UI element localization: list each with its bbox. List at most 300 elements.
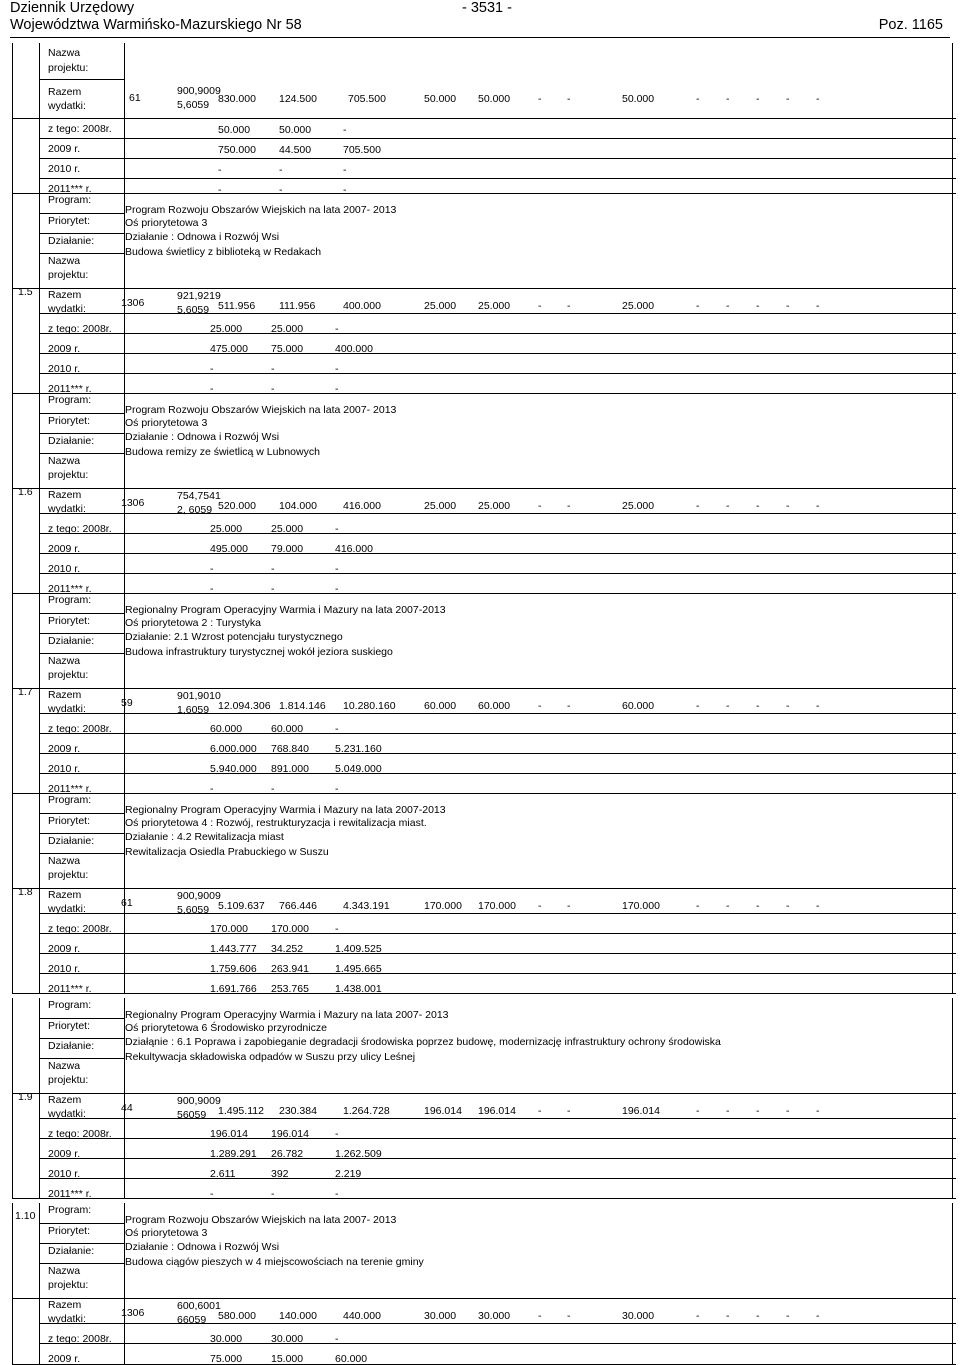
row-line	[12, 1093, 956, 1094]
year-value: 1.289.291	[210, 1148, 257, 1160]
chapter-number: 1306	[121, 297, 145, 309]
action-name: Działanie : Odnowa i Rozwój Wsi	[125, 1241, 280, 1253]
year-value: 1.759.606	[210, 963, 257, 975]
year-label: 2011*** r.	[48, 1188, 92, 1200]
total-value: -	[726, 700, 730, 712]
label-projektu: projektu:	[48, 269, 89, 281]
year-value: 34.252	[271, 943, 304, 955]
total-value: 60.000	[622, 700, 655, 712]
column-line	[39, 793, 40, 993]
total-value: -	[696, 900, 700, 912]
label-wydatki: wydatki:	[48, 303, 86, 315]
program-name: Regionalny Program Operacyjny Warmia i Mazury na lata 2007-2013	[125, 804, 446, 816]
total-value: 30.000	[622, 1310, 655, 1322]
year-label: 2011*** r.	[48, 583, 92, 595]
year-value: -	[343, 184, 347, 196]
total-value: -	[816, 300, 820, 312]
program-name: Regionalny Program Operacyjny Warmia i Mazury na lata 2007-2013	[125, 604, 446, 616]
priority-name: Oś priorytetowa 4 : Rozwój, restrukturyzacja i rewitalizacja miast.	[125, 817, 427, 829]
total-value: 50.000	[478, 93, 511, 105]
total-value: -	[538, 93, 542, 105]
total-value: -	[786, 900, 790, 912]
year-value: 79.000	[271, 543, 304, 555]
column-line	[12, 593, 13, 793]
year-value: 60.000	[210, 723, 243, 735]
label-razem: Razem	[48, 86, 82, 98]
project-block	[12, 1203, 956, 1364]
total-value: -	[726, 500, 730, 512]
column-line	[952, 1203, 953, 1364]
row-line	[12, 1298, 956, 1299]
project-number: 1.8	[18, 886, 33, 898]
total-value: -	[816, 500, 820, 512]
total-value: 196.014	[622, 1105, 660, 1117]
year-label: z tego: 2008r.	[48, 123, 112, 135]
label-projektu: projektu:	[48, 1279, 89, 1291]
row-line	[39, 753, 956, 754]
column-line	[952, 193, 953, 393]
total-value: 5.109.637	[218, 900, 265, 912]
year-value: 25.000	[271, 523, 304, 535]
label-wydatki: wydatki:	[48, 1313, 86, 1325]
classification: 754,7541	[177, 490, 221, 502]
total-value: -	[816, 93, 820, 105]
row-line	[39, 1223, 124, 1224]
chapter-number: 61	[129, 92, 141, 104]
row-line	[39, 178, 956, 179]
position-number: Poz. 1165	[878, 17, 943, 33]
year-value: 5.940.000	[210, 763, 257, 775]
year-label: 2009 r.	[48, 143, 81, 155]
total-value: 25.000	[478, 500, 511, 512]
year-value: 392	[271, 1168, 289, 1180]
journal-region: Województwa Warmińsko-Mazurskiego Nr 58	[10, 17, 302, 33]
column-line	[952, 998, 953, 1198]
year-value: -	[335, 723, 339, 735]
year-value: 5.231.160	[335, 743, 382, 755]
total-value: -	[816, 1105, 820, 1117]
label-razem: Razem	[48, 489, 82, 501]
year-value: 1.438.001	[335, 983, 382, 995]
row-line	[39, 833, 124, 834]
total-value: -	[726, 93, 730, 105]
label-dzialanie: Działanie:	[48, 835, 95, 847]
label-priorytet: Priorytet:	[48, 215, 91, 227]
label-program: Program:	[48, 999, 92, 1011]
row-line	[39, 1158, 956, 1159]
row-line	[39, 353, 956, 354]
year-value: -	[335, 783, 339, 795]
total-value: -	[567, 1310, 571, 1322]
total-value: 4.343.191	[343, 900, 390, 912]
label-nazwa: Nazwa	[48, 655, 81, 667]
year-label: z tego: 2008r.	[48, 1333, 112, 1345]
program-name: Program Rozwoju Obszarów Wiejskich na lata 2007- 2013	[125, 1214, 397, 1226]
row-line	[39, 413, 124, 414]
total-value: -	[816, 1310, 820, 1322]
row-line	[39, 1343, 956, 1344]
project-block	[12, 193, 956, 393]
total-value: -	[567, 93, 571, 105]
label-nazwa: Nazwa	[48, 1060, 81, 1072]
total-value: 25.000	[424, 500, 457, 512]
year-label: 2009 r.	[48, 1148, 81, 1160]
year-value: -	[335, 1333, 339, 1345]
classification: 900,9009	[177, 85, 221, 97]
year-value: -	[335, 563, 339, 575]
year-value: 25.000	[210, 523, 243, 535]
column-line	[12, 998, 13, 1198]
year-value: -	[279, 164, 283, 176]
year-label: 2009 r.	[48, 543, 81, 555]
label-projektu: projektu:	[48, 869, 89, 881]
priority-name: Oś priorytetowa 3	[125, 417, 208, 429]
row-line	[39, 733, 956, 734]
total-value: -	[538, 300, 542, 312]
label-projektu: projektu:	[48, 1074, 89, 1086]
year-label: 2010 r.	[48, 963, 81, 975]
total-value: -	[786, 1310, 790, 1322]
classification: 600,6001	[177, 1300, 221, 1312]
row-line	[39, 373, 956, 374]
row-line	[12, 1198, 956, 1199]
year-value: 75.000	[271, 343, 304, 355]
classification: 5,6059	[177, 99, 210, 111]
column-line	[39, 593, 40, 793]
row-line	[39, 773, 956, 774]
row-line	[12, 888, 956, 889]
classification: 900,9009	[177, 1095, 221, 1107]
total-value: 1.814.146	[279, 700, 326, 712]
column-line	[12, 1203, 13, 1364]
year-label: z tego: 2008r.	[48, 323, 112, 335]
total-value: 30.000	[424, 1310, 457, 1322]
year-value: 26.782	[271, 1148, 304, 1160]
label-razem: Razem	[48, 1094, 82, 1106]
year-value: 416.000	[335, 543, 373, 555]
label-dzialanie: Działanie:	[48, 435, 95, 447]
label-projektu: projektu:	[48, 62, 89, 74]
total-value: 170.000	[424, 900, 462, 912]
project-block	[12, 998, 956, 1198]
column-line	[952, 393, 953, 593]
classification: 5,6059	[177, 304, 210, 316]
total-value: -	[538, 900, 542, 912]
total-value: -	[756, 700, 760, 712]
budget-table	[12, 43, 956, 1364]
row-line	[39, 1243, 124, 1244]
row-line	[39, 1038, 124, 1039]
total-value: -	[696, 93, 700, 105]
program-name: Program Rozwoju Obszarów Wiejskich na lata 2007- 2013	[125, 404, 397, 416]
header-rule	[10, 37, 950, 38]
chapter-number: 1306	[121, 497, 145, 509]
year-value: -	[343, 164, 347, 176]
year-value: -	[210, 363, 214, 375]
year-value: 50.000	[279, 124, 312, 136]
year-value: -	[271, 383, 275, 395]
program-name: Program Rozwoju Obszarów Wiejskich na lata 2007- 2013	[125, 204, 397, 216]
label-program: Program:	[48, 394, 92, 406]
row-line	[39, 853, 124, 854]
year-value: 400.000	[335, 343, 373, 355]
total-value: 830.000	[218, 93, 256, 105]
year-label: z tego: 2008r.	[48, 923, 112, 935]
total-value: -	[786, 93, 790, 105]
row-line	[12, 288, 956, 289]
label-projektu: projektu:	[48, 469, 89, 481]
label-nazwa: Nazwa	[48, 1265, 81, 1277]
total-value: 196.014	[424, 1105, 462, 1117]
total-value: 104.000	[279, 500, 317, 512]
total-value: 580.000	[218, 1310, 256, 1322]
year-value: 30.000	[210, 1333, 243, 1345]
year-value: 15.000	[271, 1353, 304, 1365]
year-label: 2011*** r.	[48, 383, 92, 395]
row-line	[39, 253, 124, 254]
row-line	[39, 1178, 956, 1179]
column-line	[39, 393, 40, 593]
project-name: Budowa remizy ze świetlicą w Lubnowych	[125, 446, 320, 458]
year-value: 253.765	[271, 983, 309, 995]
priority-name: Oś priorytetowa 2 : Turystyka	[125, 617, 261, 629]
label-dzialanie: Działanie:	[48, 1040, 95, 1052]
project-block	[12, 793, 956, 993]
project-name: Budowa ciągów pieszych w 4 miejscowościach na terenie gminy	[125, 1256, 424, 1268]
row-line	[39, 933, 956, 934]
year-value: 25.000	[271, 323, 304, 335]
year-label: z tego: 2008r.	[48, 523, 112, 535]
year-value: -	[218, 184, 222, 196]
label-razem: Razem	[48, 1299, 82, 1311]
total-value: 25.000	[478, 300, 511, 312]
label-wydatki: wydatki:	[48, 1108, 86, 1120]
page-header	[10, 0, 950, 38]
year-value: 75.000	[210, 1353, 243, 1365]
total-value: -	[756, 500, 760, 512]
total-value: -	[726, 900, 730, 912]
total-value: -	[567, 700, 571, 712]
year-value: 705.500	[343, 144, 381, 156]
year-value: 5.049.000	[335, 763, 382, 775]
row-line	[39, 1058, 124, 1059]
total-value: -	[726, 300, 730, 312]
action-name: Działanie : Odnowa i Rozwój Wsi	[125, 231, 280, 243]
total-value: 25.000	[424, 300, 457, 312]
year-value: -	[210, 563, 214, 575]
project-number: 1.7	[18, 686, 33, 698]
year-value: 2.611	[210, 1168, 236, 1180]
project-name: Budowa infrastruktury turystycznej wokół jeziora suskiego	[125, 646, 393, 658]
year-value: 50.000	[218, 124, 251, 136]
year-value: 1.443.777	[210, 943, 257, 955]
total-value: 50.000	[622, 93, 655, 105]
label-razem: Razem	[48, 889, 82, 901]
total-value: -	[756, 1105, 760, 1117]
column-line	[12, 193, 13, 393]
total-value: 230.384	[279, 1105, 317, 1117]
priority-name: Oś priorytetowa 6 Środowisko przyrodnicze	[125, 1022, 327, 1034]
classification: 921,9219	[177, 290, 221, 302]
total-value: 416.000	[343, 500, 381, 512]
year-value: -	[271, 783, 275, 795]
column-line	[39, 998, 40, 1198]
row-line	[39, 553, 956, 554]
label-wydatki: wydatki:	[48, 703, 86, 715]
total-value: -	[756, 93, 760, 105]
project-number: 1.5	[18, 286, 33, 298]
year-label: 2009 r.	[48, 743, 81, 755]
row-line	[12, 993, 956, 994]
total-value: 10.280.160	[343, 700, 396, 712]
classification: 900,9009	[177, 890, 221, 902]
year-label: 2010 r.	[48, 363, 81, 375]
label-program: Program:	[48, 194, 92, 206]
year-value: -	[271, 1188, 275, 1200]
label-dzialanie: Działanie:	[48, 1245, 95, 1257]
total-value: -	[816, 900, 820, 912]
year-value: 475.000	[210, 343, 248, 355]
row-line	[39, 573, 956, 574]
label-priorytet: Priorytet:	[48, 815, 91, 827]
year-value: 1.495.665	[335, 963, 382, 975]
year-label: 2010 r.	[48, 763, 81, 775]
total-value: 140.000	[279, 1310, 317, 1322]
project-name: Budowa świetlicy z biblioteką w Redakach	[125, 246, 322, 258]
label-nazwa: Nazwa	[48, 255, 81, 267]
label-priorytet: Priorytet:	[48, 415, 91, 427]
priority-name: Oś priorytetowa 3	[125, 1227, 208, 1239]
total-value: -	[816, 700, 820, 712]
year-value: -	[335, 1128, 339, 1140]
year-label: 2010 r.	[48, 1168, 81, 1180]
total-value: 60.000	[424, 700, 457, 712]
label-wydatki: wydatki:	[48, 100, 86, 112]
year-value: -	[335, 523, 339, 535]
row-line	[39, 973, 956, 974]
year-value: -	[271, 363, 275, 375]
label-dzialanie: Działanie:	[48, 235, 95, 247]
row-line	[39, 79, 124, 80]
total-value: 25.000	[622, 500, 655, 512]
total-value: 25.000	[622, 300, 655, 312]
label-razem: Razem	[48, 289, 82, 301]
label-razem: Razem	[48, 689, 82, 701]
row-line	[39, 233, 124, 234]
classification: 66059	[177, 1314, 207, 1326]
total-value: 1.264.728	[343, 1105, 390, 1117]
year-label: 2009 r.	[48, 1353, 81, 1365]
row-line	[12, 118, 956, 119]
year-value: 170.000	[210, 923, 248, 935]
year-value: 60.000	[335, 1353, 368, 1365]
row-line	[39, 533, 956, 534]
year-value: 60.000	[271, 723, 304, 735]
year-value: 1.262.509	[335, 1148, 382, 1160]
year-label: 2010 r.	[48, 163, 81, 175]
classification: 1,6059	[177, 704, 210, 716]
year-value: 1.691.766	[210, 983, 257, 995]
row-line	[39, 813, 124, 814]
row-line	[39, 953, 956, 954]
total-value: -	[786, 300, 790, 312]
year-value: 495.000	[210, 543, 248, 555]
year-value: 263.941	[271, 963, 309, 975]
total-value: 766.446	[279, 900, 317, 912]
total-value: -	[696, 1310, 700, 1322]
chapter-number: 61	[121, 897, 133, 909]
year-value: 196.014	[210, 1128, 248, 1140]
total-value: 1.495.112	[218, 1105, 264, 1117]
total-value: 30.000	[478, 1310, 511, 1322]
year-value: -	[335, 323, 339, 335]
label-nazwa: Nazwa	[48, 855, 81, 867]
label-nazwa: Nazwa	[48, 455, 81, 467]
year-value: 2.219	[335, 1168, 362, 1180]
label-program: Program:	[48, 794, 92, 806]
total-value: 196.014	[478, 1105, 516, 1117]
column-line	[39, 193, 40, 393]
year-label: 2009 r.	[48, 943, 81, 955]
year-value: -	[210, 783, 214, 795]
page-number: - 3531 -	[462, 0, 512, 16]
chapter-number: 44	[121, 1102, 133, 1114]
total-value: -	[696, 500, 700, 512]
project-block	[12, 593, 956, 793]
total-value: -	[696, 300, 700, 312]
year-value: 750.000	[218, 144, 256, 156]
year-value: 6.000.000	[210, 743, 257, 755]
label-wydatki: wydatki:	[48, 903, 86, 915]
row-line	[39, 653, 124, 654]
row-line	[39, 1138, 956, 1139]
row-line	[12, 488, 956, 489]
year-value: -	[335, 1188, 339, 1200]
total-value: -	[538, 1310, 542, 1322]
year-value: -	[210, 383, 214, 395]
row-line	[39, 453, 124, 454]
classification: 56059	[177, 1109, 207, 1121]
year-value: -	[335, 383, 339, 395]
year-value: -	[343, 124, 347, 136]
action-name: Działąnie : 6.1 Poprawa i zapobieganie degradacji środowiska poprzez budowę, modernizację infrastruktury ochrony środowiska	[125, 1036, 721, 1048]
total-value: 170.000	[622, 900, 660, 912]
total-value: -	[756, 900, 760, 912]
year-value: 196.014	[271, 1128, 309, 1140]
row-line	[39, 1018, 124, 1019]
total-value: -	[756, 300, 760, 312]
total-value: -	[567, 1105, 571, 1117]
year-label: 2011*** r.	[48, 183, 92, 195]
year-value: -	[210, 583, 214, 595]
year-label: 2009 r.	[48, 343, 81, 355]
column-line	[12, 393, 13, 593]
year-value: 1.409.525	[335, 943, 382, 955]
year-value: 25.000	[210, 323, 243, 335]
label-program: Program:	[48, 1204, 92, 1216]
column-line	[952, 793, 953, 993]
total-value: -	[696, 1105, 700, 1117]
total-value: -	[696, 700, 700, 712]
total-value: -	[538, 500, 542, 512]
classification: 2, 6059	[177, 504, 213, 516]
column-line	[39, 1203, 40, 1364]
year-value: -	[271, 583, 275, 595]
label-dzialanie: Działanie:	[48, 635, 95, 647]
total-value: 170.000	[478, 900, 516, 912]
label-wydatki: wydatki:	[48, 503, 86, 515]
year-value: -	[335, 583, 339, 595]
